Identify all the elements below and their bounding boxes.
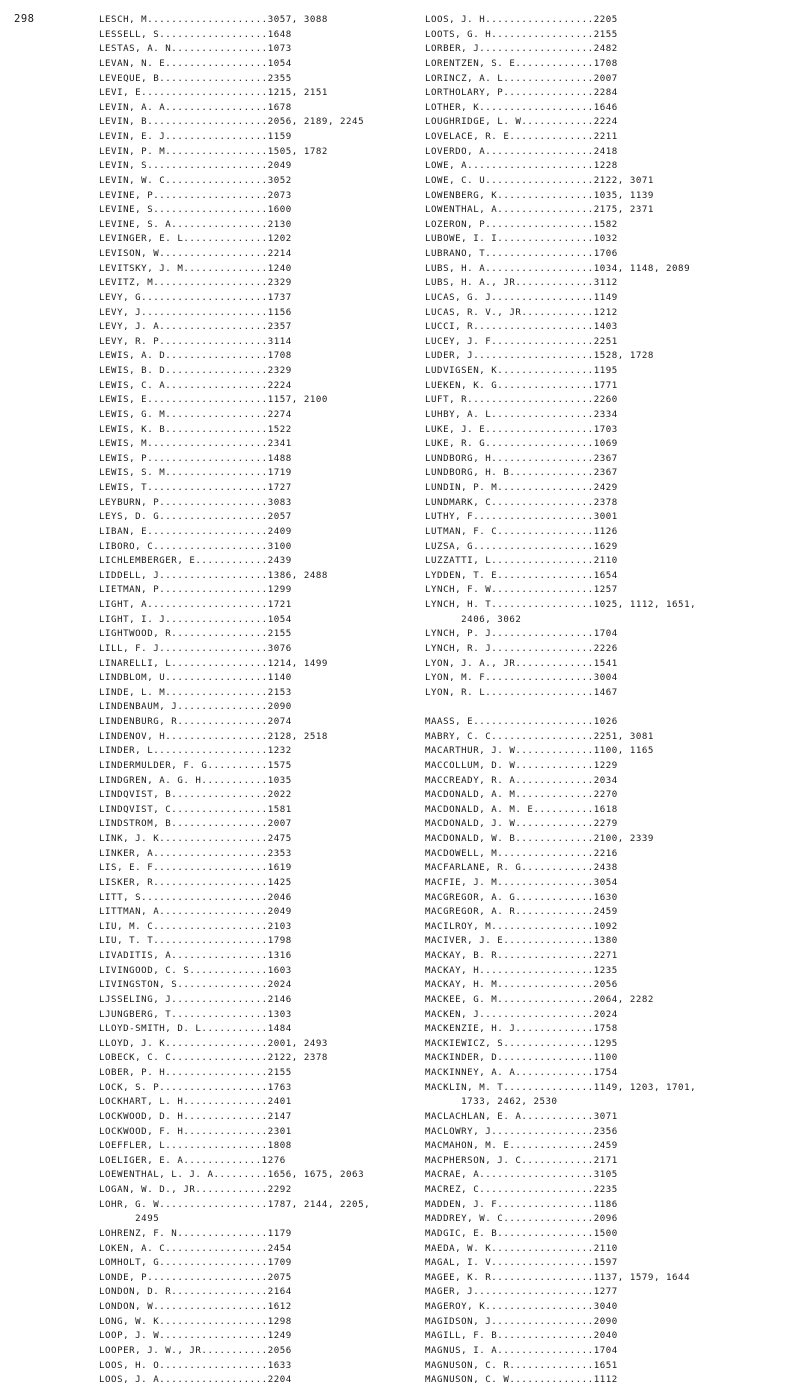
index-entry: MACDONALD, A. M.............2270	[425, 790, 618, 801]
index-entry: LUDVIGSEN, K................1195	[425, 366, 618, 376]
index-entry: LYDDEN, T. E................1654	[425, 570, 618, 581]
index-entry: 1733, 2462, 2530	[425, 1097, 558, 1108]
index-entry: LEWIS, G. M.................2274	[99, 409, 292, 420]
index-entry: LUBOWE, I. I................1032	[425, 234, 618, 245]
index-entry: MACKINDER, D................1100	[425, 1053, 618, 1064]
index-entry: LINKER, A...................2353	[99, 848, 292, 859]
index-entry: MACDONALD, J. W.............2279	[425, 819, 618, 830]
index-entry: LEVINGER, E. L..............1202	[99, 234, 292, 245]
index-entry: MAGEROY, K..................3040	[425, 1302, 618, 1312]
index-entry: LEWIS, S. M.................1719	[99, 468, 292, 479]
index-entry: MACPHERSON, J. C............2171	[425, 1155, 618, 1166]
section-gap	[425, 700, 696, 715]
index-entry: MAGNUSON, C. R..............1651	[425, 1360, 618, 1371]
index-entry: LEVINE, S. A................2130	[99, 219, 292, 230]
index-entry: LOWE, A.....................1228	[425, 161, 618, 172]
index-entry: LEYBURN, P..................3083	[99, 497, 292, 508]
index-entry: LEWIS, A. D.................1708	[99, 351, 292, 362]
index-entry: LUBS, H. A., JR.............3112	[425, 278, 618, 289]
index-entry: LYNCH, R. J.................2226	[425, 643, 618, 654]
index-entry: LEVINE, P...................2073	[99, 190, 292, 201]
index-entry: LEVY, R. P..................3114	[99, 336, 292, 347]
index-entry: LJSSELING, J................2146	[99, 994, 292, 1005]
index-entry: MACREZ, C...................2235	[425, 1185, 618, 1195]
index-entry: LEVI, E.....................1215, 2151	[99, 88, 328, 99]
index-entry: MACDONALD, W. B.............2100, 2339	[425, 834, 654, 844]
index-entry: LEWIS, C. A.................2224	[99, 380, 292, 391]
index-entry: LEWIS, E....................1157, 2100	[99, 395, 328, 406]
index-entry: LOUGHRIDGE, L. W............2224	[425, 117, 618, 128]
index-entry: MACFARLANE, R. G............2438	[425, 863, 618, 874]
index-entry: LONDE, P....................2075	[99, 1272, 292, 1283]
index-entry: LIGHTWOOD, R................2155	[99, 629, 292, 640]
index-entry: LOKEN, A. C.................2454	[99, 1243, 292, 1254]
index-entry: MACGREGOR, A. R.............2459	[425, 907, 618, 918]
index-entry: LUNDMARK, C.................2378	[425, 497, 618, 508]
index-entry: MAGILL, F. B................2040	[425, 1331, 618, 1342]
index-entry: MACMAHON, M. E..............2459	[425, 1141, 618, 1152]
index-entry: MACKAY, H...................1235	[425, 965, 618, 976]
index-entry: LEVITZ, M...................2329	[99, 278, 292, 289]
index-entry: LOWENBERG, K................1035, 1139	[425, 190, 654, 201]
index-entry: MACKLIN, M. T...............1149, 1203, 1701,	[425, 1082, 697, 1093]
index-entry: LUZZATTI, L.................2110	[425, 556, 618, 567]
index-entry: MACRAE, A...................3105	[425, 1170, 618, 1181]
index-entry: LUBS, H. A..................1034, 1148, 2089	[425, 263, 691, 274]
index-entry: LOCKWOOD, D. H..............2147	[99, 1111, 292, 1122]
index-entry: MAGNUS, I. A................1704	[425, 1345, 618, 1356]
index-entry: LITTMAN, A..................2049	[99, 907, 292, 918]
index-entry: LINDENOV, H.................2128, 2518	[99, 731, 328, 742]
index-entry: LITT, S.....................2046	[99, 892, 292, 903]
page-number: 298	[14, 13, 35, 25]
index-entry: LEVIN, A. A.................1678	[99, 102, 292, 113]
index-entry: LINK, J. K..................2475	[99, 834, 292, 844]
index-entry: LYON, M. F..................3004	[425, 673, 618, 684]
index-entry: LIVINGOOD, C. S.............1603	[99, 965, 292, 976]
index-entry: MACIVER, J. E...............1380	[425, 936, 618, 947]
index-entry: LYNCH, F. W.................1257	[425, 585, 618, 596]
index-entry: LESCH, M....................3057, 3088	[99, 15, 328, 25]
index-entry: MADGIC, E. B................1500	[425, 1228, 618, 1239]
index-entry: LILL, F. J..................3076	[99, 643, 292, 654]
index-entry: LOWE, C. U..................2122, 3071	[425, 175, 654, 186]
index-entry: LINDENBAUM, J...............2090	[99, 702, 292, 713]
index-entry: LONG, W. K..................1298	[99, 1316, 292, 1327]
index-entry: LOTHER, K...................1646	[425, 102, 618, 113]
index-entry: LIDDELL, J..................1386, 2488	[99, 570, 328, 581]
index-entry: LOCKWOOD, F. H..............2301	[99, 1126, 292, 1137]
index-entry: LORTHOLARY, P...............2284	[425, 88, 618, 99]
index-entry: LOWENTHAL, A................2175, 2371	[425, 205, 654, 216]
index-entry: LOVERDO, A..................2418	[425, 146, 618, 157]
index-entry: MACILROY, M.................1092	[425, 921, 618, 932]
index-entry: LUCCI, R....................1403	[425, 322, 618, 333]
index-entry: LEWIS, B. D.................2329	[99, 366, 292, 376]
index-entry: MACKAY, H. M................2056	[425, 980, 618, 991]
index-entry: LOOS, H. O..................1633	[99, 1360, 292, 1371]
index-entry: LORINCZ, A. L...............2007	[425, 73, 618, 84]
index-entry: LIBAN, E....................2409	[99, 526, 292, 537]
index-entry: LONDON, W...................1612	[99, 1302, 292, 1312]
index-entry: LINDSTROM, B................2007	[99, 819, 292, 830]
index-entry: LEVIN, S....................2049	[99, 161, 292, 172]
index-entry: LINDBLOM, U.................1140	[99, 673, 292, 684]
index-entry: LIU, M. C...................2103	[99, 921, 292, 932]
index-entry: MACKENZIE, H. J.............1758	[425, 1024, 618, 1035]
index-entry: LIVADITIS, A................1316	[99, 951, 292, 961]
index-entry: MABRY, C. C.................2251, 3081	[425, 731, 654, 742]
index-entry: LIU, T. T...................1798	[99, 936, 292, 947]
index-entry: LOEFFLER, L.................1808	[99, 1141, 292, 1152]
index-entry: LYNCH, H. T.................1025, 1112, 1651,	[425, 600, 697, 610]
index-entry: LORBER, J...................2482	[425, 44, 618, 55]
index-entry: LIGHT, A....................1721	[99, 600, 292, 610]
index-entry: LIGHT, I. J.................1054	[99, 614, 292, 625]
index-entry: LEVY, J. A..................2357	[99, 322, 292, 333]
index-entry: LEVIN, E. J.................1159	[99, 132, 292, 142]
index-entry: LOOPER, J. W., JR...........2056	[99, 1345, 292, 1356]
index-entry: LOELIGER, E. A.............1276	[99, 1155, 286, 1166]
index-entry: LJUNGBERG, T................1303	[99, 1009, 292, 1020]
index-entry: MACKINNEY, A. A.............1754	[425, 1068, 618, 1078]
index-entry: LEVISON, W..................2214	[99, 249, 292, 259]
index-entry: LEWIS, K. B.................1522	[99, 424, 292, 435]
index-entry: LUCAS, G. J.................1149	[425, 292, 618, 303]
index-entry: MACKEN, J...................2024	[425, 1009, 618, 1020]
index-entry: LOEWENTHAL, L. J. A.........1656, 1675, 2063	[99, 1170, 365, 1181]
index-entry: LORENTZEN, S. E.............1708	[425, 58, 618, 69]
index-entry: LLOYD, J. K.................2001, 2493	[99, 1038, 328, 1049]
index-entry: LONDON, D. R................2164	[99, 1287, 292, 1298]
index-entry: MACLOWRY, J.................2356	[425, 1126, 618, 1137]
index-entry: LUTMAN, F. C................1126	[425, 526, 618, 537]
index-entry: LUHBY, A. L.................2334	[425, 409, 618, 420]
index-entry: LOOP, J. W..................1249	[99, 1331, 292, 1342]
index-entry: LUKE, J. E..................1703	[425, 424, 618, 435]
index-entry: LEVIN, P. M.................1505, 1782	[99, 146, 328, 157]
index-entry: LUEKEN, K. G................1771	[425, 380, 618, 391]
index-entry: LOOTS, G. H.................2155	[425, 29, 618, 40]
index-entry: LINDGREN, A. G. H...........1035	[99, 775, 292, 786]
index-entry: LUNDBORG, H. B..............2367	[425, 468, 618, 479]
index-entry: LUCEY, J. F.................2251	[425, 336, 618, 347]
index-entry: MAGER, J....................1277	[425, 1287, 618, 1298]
index-entry: LEVY, J.....................1156	[99, 307, 292, 318]
index-entry: LIVINGSTON, S...............2024	[99, 980, 292, 991]
index-entry: LOOS, J. A..................2204	[99, 1375, 292, 1386]
index-entry: LUNDBORG, H.................2367	[425, 453, 618, 464]
index-entry: MACDONALD, A. M. E..........1618	[425, 804, 618, 815]
index-entry: LESTAS, A. N................1073	[99, 44, 292, 55]
index-entry: LUNDIN, P. M................2429	[425, 483, 618, 493]
index-entry: 2406, 3062	[425, 614, 522, 625]
index-entry: LISKER, R...................1425	[99, 877, 292, 888]
index-entry: MAGEE, K. R.................1137, 1579, 1644	[425, 1272, 691, 1283]
index-entry: LICHLEMBERGER, E............2439	[99, 556, 292, 567]
index-entry: LUBRANO, T..................1706	[425, 249, 618, 259]
index-entry: LUZSA, G....................1629	[425, 541, 618, 552]
index-entry: LIS, E. F...................1619	[99, 863, 292, 874]
index-entry: LYON, R. L..................1467	[425, 687, 618, 698]
index-entry: LOGAN, W. D., JR............2292	[99, 1185, 292, 1195]
index-entry: LEWIS, M....................2341	[99, 439, 292, 450]
index-entry: MAASS, E....................1026	[425, 717, 618, 727]
index-entry: LUKE, R. G..................1069	[425, 439, 618, 450]
index-entry: LOBECK, C. C................2122, 2378	[99, 1053, 328, 1064]
index-entry: MACKAY, B. R................2271	[425, 951, 618, 961]
index-entry: LEVEQUE, B..................2355	[99, 73, 292, 84]
index-column-right	[425, 13, 696, 1388]
index-entry: LOCK, S. P..................1763	[99, 1082, 292, 1093]
index-entry: MAEDA, W. K.................2110	[425, 1243, 618, 1254]
index-entry: LINDERMULDER, F. G..........1575	[99, 760, 292, 771]
index-entry: LOCKHART, L. H..............2401	[99, 1097, 292, 1108]
index-entry: LINDENBURG, R...............2074	[99, 717, 292, 727]
index-entry: LEVIN, W. C.................3052	[99, 175, 292, 186]
index-entry: LINDER, L...................1232	[99, 746, 292, 757]
index-entry: LIBORO, C...................3100	[99, 541, 292, 552]
index-entry: MAGIDSON, J.................2090	[425, 1316, 618, 1327]
index-entry: LIETMAN, P..................1299	[99, 585, 292, 596]
index-entry: LOMHOLT, G..................1709	[99, 1258, 292, 1269]
index-entry: LEWIS, P....................1488	[99, 453, 292, 464]
index-entry: LOVELACE, R. E..............2211	[425, 132, 618, 142]
index-entry: LLOYD-SMITH, D. L...........1484	[99, 1024, 292, 1035]
index-entry: MADDEN, J. F................1186	[425, 1199, 618, 1210]
index-entry: LEVAN, N. E.................1054	[99, 58, 292, 69]
index-entry: LESSELL, S..................1648	[99, 29, 292, 40]
index-entry: LYNCH, P. J.................1704	[425, 629, 618, 640]
index-entry: MACDOWELL, M................2216	[425, 848, 618, 859]
index-entry: LINDQVIST, B................2022	[99, 790, 292, 801]
index-entry: MADDREY, W. C...............2096	[425, 1214, 618, 1225]
index-entry: LINARELLI, L................1214, 1499	[99, 658, 328, 669]
index-entry: LOZERON, P..................1582	[425, 219, 618, 230]
index-entry: LUDER, J....................1528, 1728	[425, 351, 654, 362]
index-entry: LEVIN, B....................2056, 2189, 2245	[99, 117, 365, 128]
index-entry: LEVITSKY, J. M..............1240	[99, 263, 292, 274]
index-entry: LYON, J. A., JR.............1541	[425, 658, 618, 669]
index-entry: 2495	[99, 1214, 160, 1225]
index-entry: MAGAL, I. V.................1597	[425, 1258, 618, 1269]
index-entry: LEWIS, T....................1727	[99, 483, 292, 493]
index-entry: LOHR, G. W..................1787, 2144, 2205,	[99, 1199, 371, 1210]
index-entry: LOHRENZ, F. N...............1179	[99, 1228, 292, 1239]
index-entry: LUTHY, F....................3001	[425, 512, 618, 523]
index-entry: LUCAS, R. V., JR............1212	[425, 307, 618, 318]
index-entry: LOOS, J. H..................2205	[425, 15, 618, 25]
index-entry: LEVY, G.....................1737	[99, 292, 292, 303]
index-entry: LUFT, R.....................2260	[425, 395, 618, 406]
index-entry: LINDQVIST, C................1581	[99, 804, 292, 815]
index-entry: LEYS, D. G..................2057	[99, 512, 292, 523]
index-entry: MACGREGOR, A. G.............1630	[425, 892, 618, 903]
index-entry: LOBER, P. H.................2155	[99, 1068, 292, 1078]
index-column-left	[99, 13, 370, 1388]
index-entry: LEVINE, S...................1600	[99, 205, 292, 216]
index-entry: MAGNUSON, C. W..............1112	[425, 1375, 618, 1386]
index-entry: MACKEE, G. M................2064, 2282	[425, 994, 654, 1005]
index-entry: MACCREADY, R. A.............2034	[425, 775, 618, 786]
index-entry: MACKIEWICZ, S...............1295	[425, 1038, 618, 1049]
index-entry: MACLACHLAN, E. A............3071	[425, 1111, 618, 1122]
index-entry: LINDE, L. M.................2153	[99, 687, 292, 698]
index-entry: MACCOLLUM, D. W.............1229	[425, 760, 618, 771]
index-entry: MACARTHUR, J. W.............1100, 1165	[425, 746, 654, 757]
index-entry: MACFIE, J. M................3054	[425, 877, 618, 888]
